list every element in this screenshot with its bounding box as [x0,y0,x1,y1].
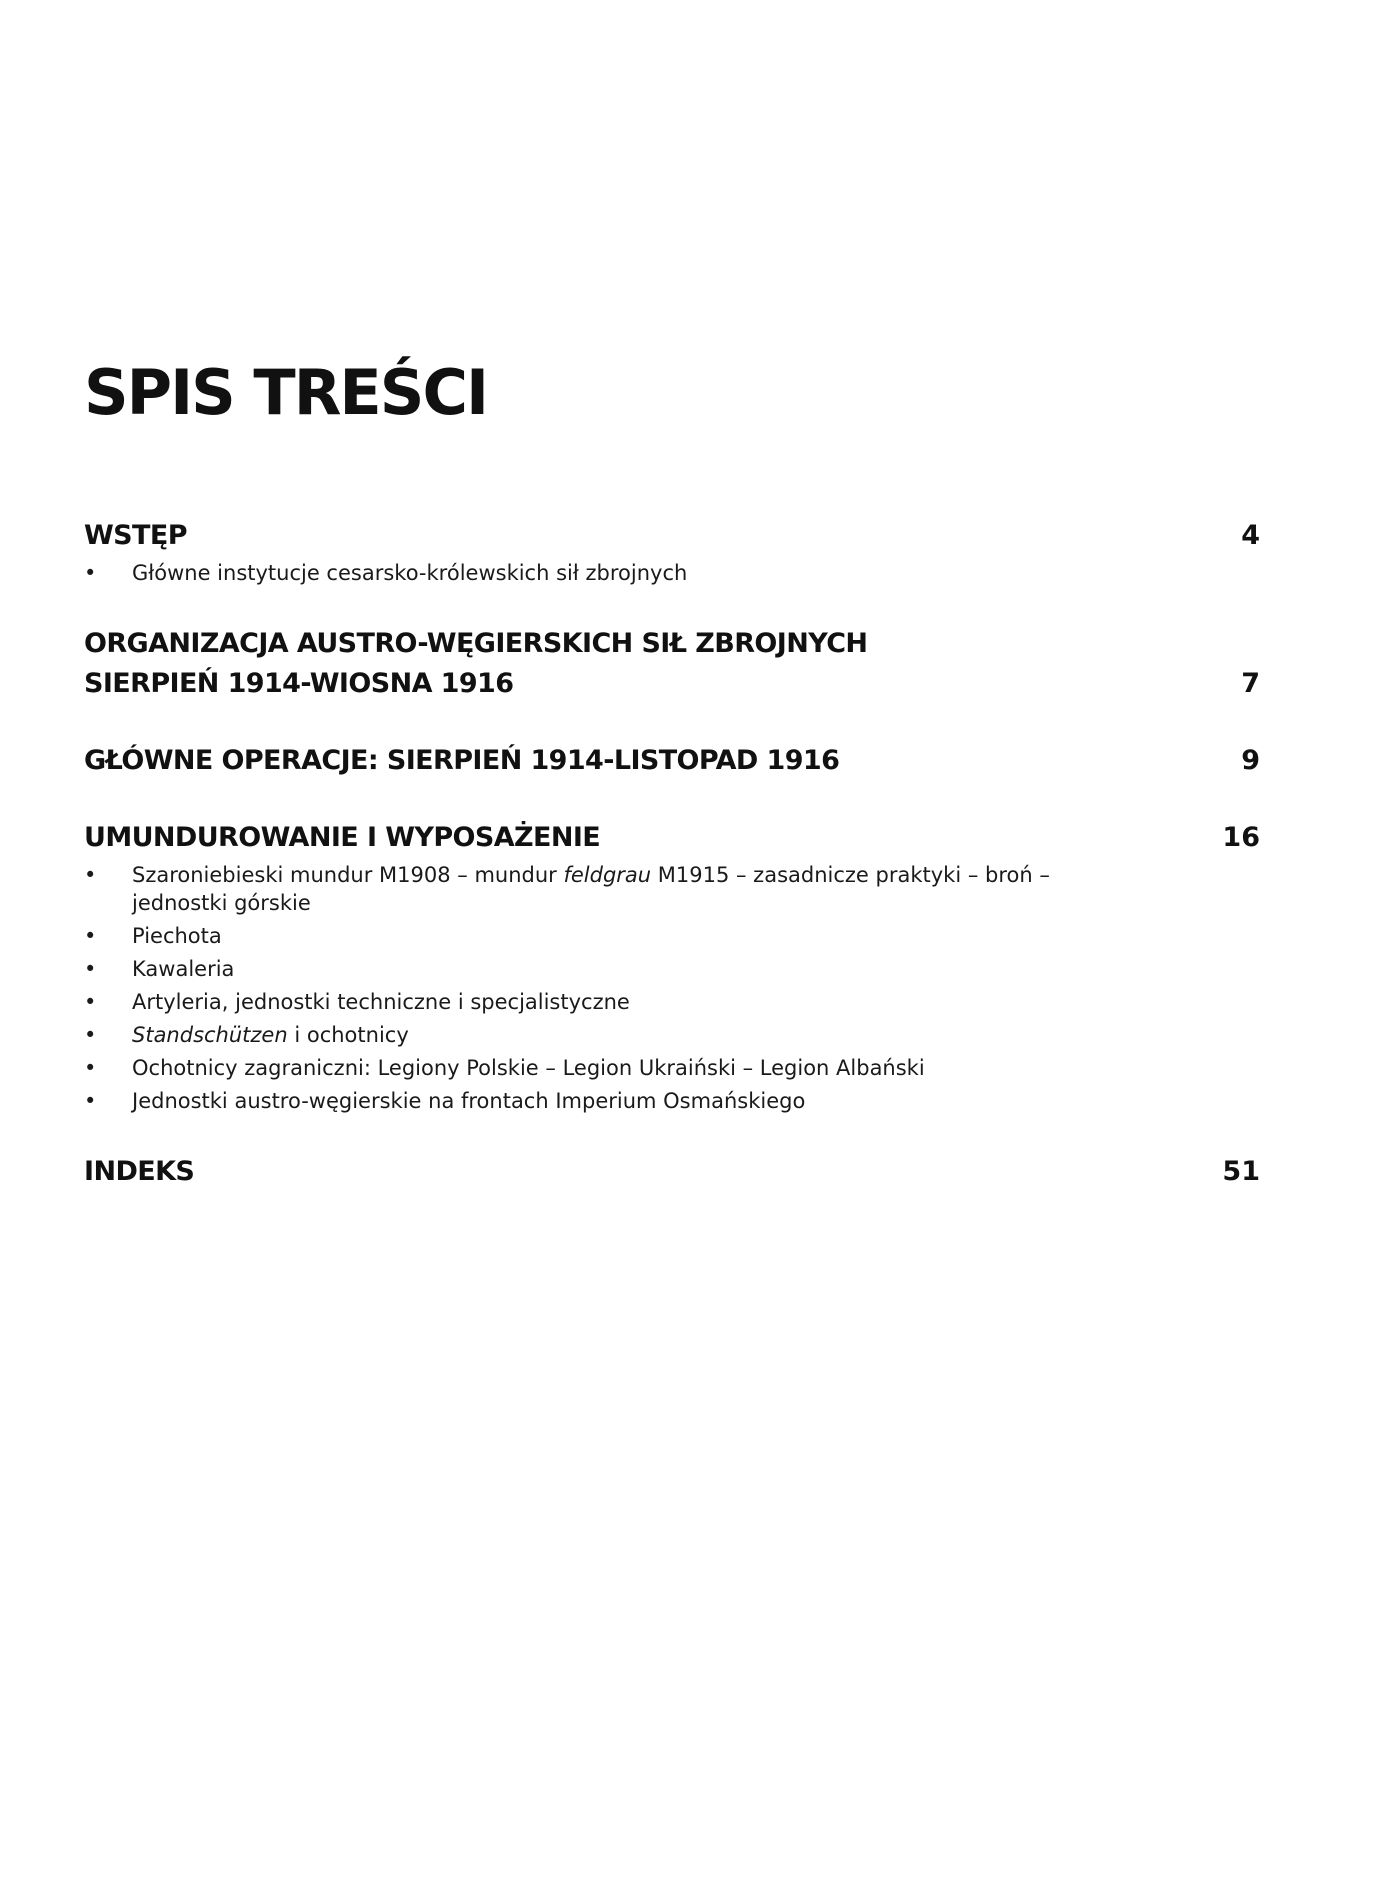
list-item [84,922,1260,950]
subsection-list [84,559,1260,587]
section-title-line: WSTĘP [84,520,187,551]
list-item-text: Piechota [132,924,222,948]
list-item-line: jednostki górskie [132,891,311,915]
subsection-list [84,861,1260,1115]
bullet-icon: • [84,1023,97,1047]
text-run: i ochotnicy [287,1023,409,1047]
list-item-text: Jednostki austro-węgierskie na frontach Imperium Osmańskiego [132,1089,806,1113]
toc-section-wstep [84,516,1260,587]
bullet-icon: • [84,1089,97,1113]
list-item [84,1054,1260,1082]
list-item [84,955,1260,983]
list-item-text: Artyleria, jednostki techniczne i specjalistyczne [132,990,630,1014]
toc-section-organizacja [84,624,1260,704]
text-run: Szaroniebieski mundur M1908 – mundur [132,863,564,887]
bullet-icon: • [84,957,97,981]
section-title-line: INDEKS [84,1156,195,1187]
italic-term: feldgrau [563,863,652,887]
page-number: 4 [1241,520,1260,551]
list-item-text: Główne instytucje cesarsko-królewskich sił zbrojnych [132,561,688,585]
text-run: M1915 – zasadnicze praktyki – broń – [651,863,1050,887]
toc-section-header [84,741,1260,781]
page-number: 16 [1222,822,1260,853]
page-number: 7 [1241,668,1260,699]
list-item [84,988,1260,1016]
section-title [84,624,867,704]
section-title-line: GŁÓWNE OPERACJE: SIERPIEŃ 1914-LISTOPAD 1916 [84,745,840,776]
section-title [84,516,187,556]
section-title [84,741,839,781]
toc-section-umundurowanie [84,818,1260,1115]
toc-section-header [84,1152,1260,1192]
bullet-icon: • [84,1056,97,1080]
page-title: SPIS TREŚCI [84,356,488,429]
page-number: 51 [1222,1156,1260,1187]
toc-section-header [84,516,1260,556]
list-item-text [132,1021,1152,1049]
section-title-line: UMUNDUROWANIE I WYPOSAŻENIE [84,822,601,853]
section-title-line: SIERPIEŃ 1914-WIOSNA 1916 [84,668,514,699]
toc-section-header [84,624,1260,704]
list-item-text [132,861,1152,917]
toc-section-header [84,818,1260,858]
list-item [84,1087,1260,1115]
page-number: 9 [1241,745,1260,776]
bullet-icon: • [84,561,97,585]
list-item [84,559,1260,587]
list-item-text: Kawaleria [132,957,235,981]
toc-section-indeks [84,1152,1260,1192]
list-item [84,1021,1260,1049]
section-title-line: ORGANIZACJA AUSTRO-WĘGIERSKICH SIŁ ZBROJNYCH [84,628,868,659]
italic-term: Standschützen [132,1023,288,1047]
table-of-contents [84,516,1260,1229]
bullet-icon: • [84,924,97,948]
bullet-icon: • [84,990,97,1014]
section-title [84,1152,194,1192]
bullet-icon: • [84,863,97,887]
list-item-line [132,861,1152,889]
toc-section-operacje [84,741,1260,781]
section-title [84,818,600,858]
list-item [84,861,1260,917]
list-item-text: Ochotnicy zagraniczni: Legiony Polskie – Legion Ukraiński – Legion Albański [132,1056,925,1080]
